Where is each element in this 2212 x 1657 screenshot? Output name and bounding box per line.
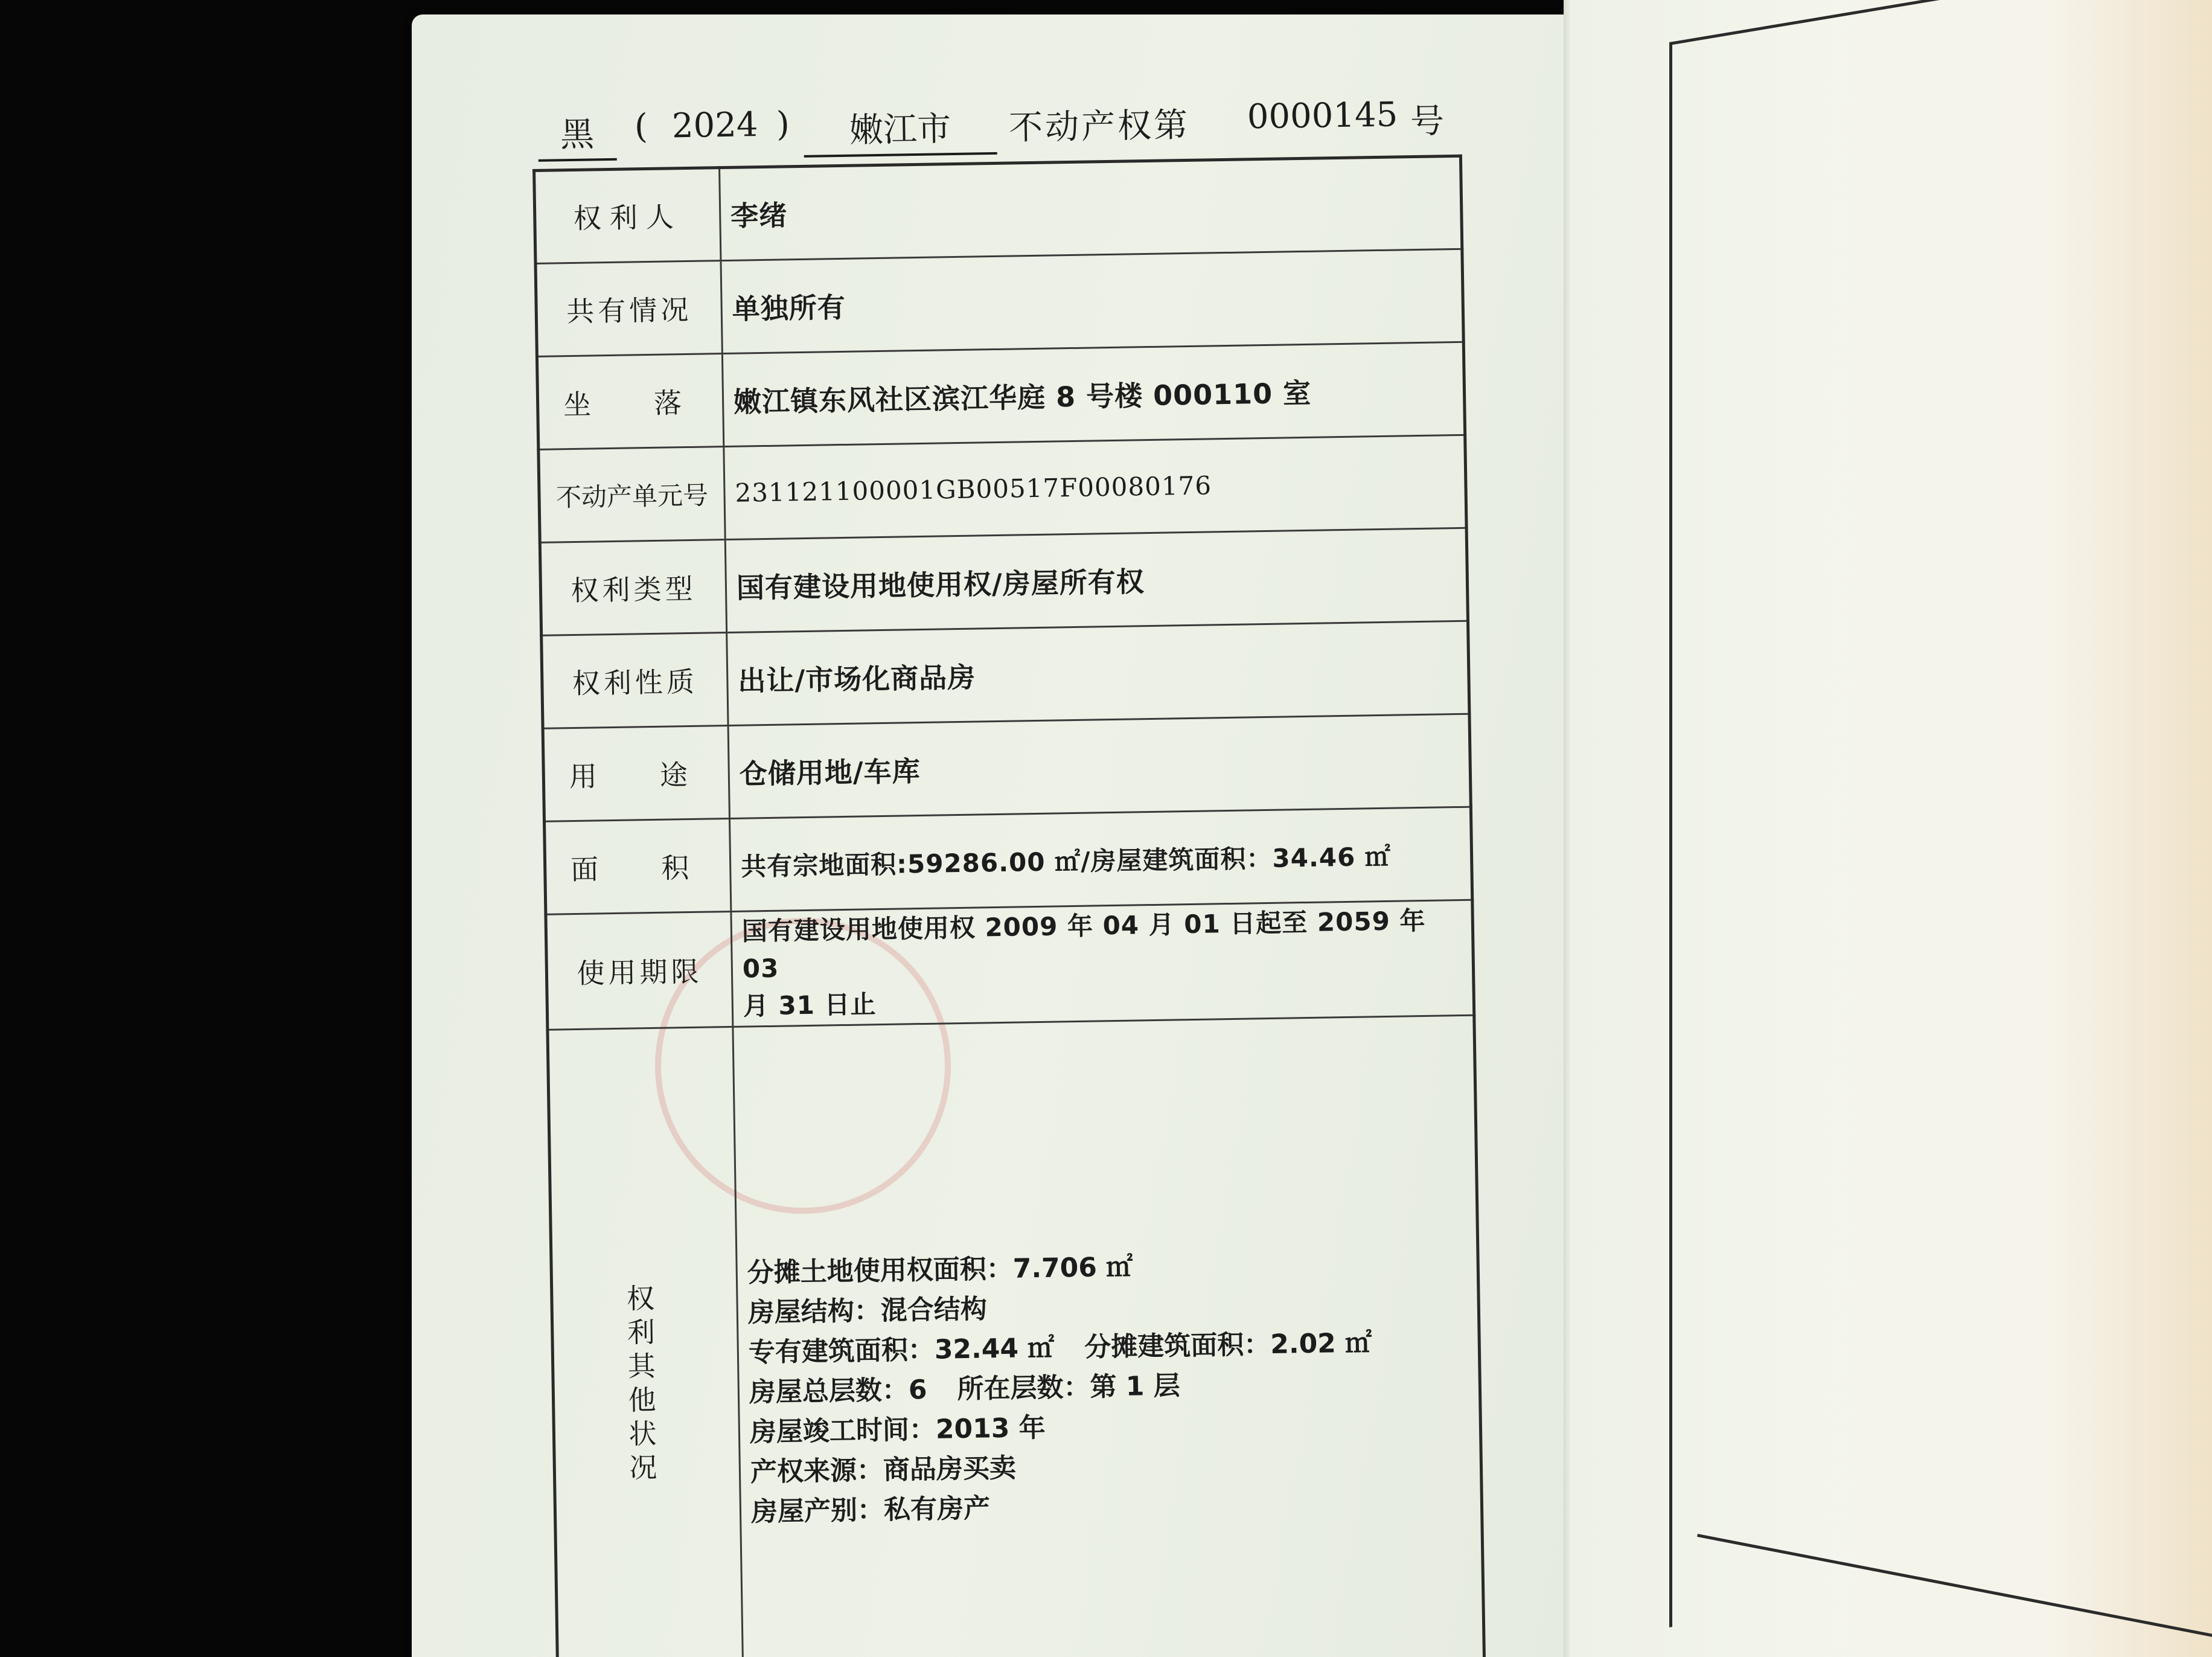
value-term bbox=[731, 900, 1474, 1027]
value-ownership: 单独所有 bbox=[721, 249, 1463, 353]
other-line: 房屋结构：混合结构 bbox=[747, 1293, 988, 1328]
other-line: 分摊土地使用权面积：7.706 ㎡ bbox=[747, 1251, 1133, 1289]
row-usage bbox=[543, 714, 1471, 821]
row-right-nature bbox=[542, 621, 1469, 728]
header-year: 2024 bbox=[671, 105, 758, 146]
label-location-a: 坐 bbox=[563, 388, 592, 421]
certificate-content bbox=[531, 75, 1511, 1657]
row-right-type bbox=[540, 528, 1468, 635]
label-usage bbox=[543, 726, 729, 822]
row-area bbox=[545, 807, 1472, 914]
value-other bbox=[733, 1015, 1485, 1657]
other-line-shared-area-text: 分摊建筑面积：2.02 ㎡ bbox=[1084, 1327, 1372, 1363]
row-ownership bbox=[535, 249, 1463, 356]
header-city: 嫩江市 bbox=[803, 101, 997, 158]
label-other-char: 其 bbox=[627, 1349, 665, 1383]
label-unit-number: 不动产单元号 bbox=[539, 447, 725, 543]
label-other-char: 利 bbox=[627, 1315, 664, 1349]
label-usage-b: 途 bbox=[659, 758, 688, 792]
value-right-nature: 出让/市场化商品房 bbox=[727, 621, 1469, 725]
row-term bbox=[546, 900, 1474, 1030]
header-paren-close: ) bbox=[776, 104, 790, 144]
value-term-line2: 月 31 日止 bbox=[743, 989, 877, 1021]
label-right-nature: 权利性质 bbox=[542, 633, 728, 729]
value-obligee: 李绪 bbox=[720, 156, 1462, 260]
label-other-char: 况 bbox=[628, 1450, 666, 1484]
label-ownership: 共有情况 bbox=[535, 261, 722, 357]
header-suffix: 号 bbox=[1410, 101, 1445, 142]
row-other bbox=[548, 1015, 1485, 1657]
header-cert-type: 不动产权第 bbox=[1008, 105, 1191, 148]
label-area-b: 积 bbox=[660, 851, 689, 885]
label-location bbox=[537, 354, 723, 450]
other-line: 房屋产别：私有房产 bbox=[750, 1493, 991, 1528]
label-other-char: 他 bbox=[628, 1383, 665, 1417]
row-unit-number bbox=[539, 435, 1466, 542]
label-usage-a: 用 bbox=[569, 759, 598, 793]
header-province: 黑 bbox=[537, 107, 616, 162]
value-location: 嫩江镇东风社区滨江华庭 8 号楼 000110 室 bbox=[722, 342, 1465, 446]
label-obligee: 权利人 bbox=[534, 168, 721, 264]
other-line: 产权来源：商品房买卖 bbox=[750, 1452, 1017, 1488]
row-obligee bbox=[534, 156, 1462, 263]
other-line: 房屋竣工时间：2013 年 bbox=[749, 1412, 1046, 1448]
other-line-total-floors: 房屋总层数：6 bbox=[749, 1374, 927, 1408]
label-area bbox=[545, 818, 731, 914]
value-term-line1: 国有建设用地使用权 2009 年 04 月 01 日起至 2059 年 03 bbox=[741, 905, 1426, 984]
label-area-a: 面 bbox=[570, 852, 599, 886]
label-location-b: 落 bbox=[653, 386, 682, 420]
value-area: 共有宗地面积:59286.00 ㎡/房屋建筑面积：34.46 ㎡ bbox=[729, 807, 1472, 911]
certificate-header bbox=[531, 75, 1486, 169]
header-paren-open: ( bbox=[634, 106, 648, 147]
header-number: 0000145 bbox=[1247, 95, 1398, 137]
value-unit-number: 231121100001GB00517F00080176 bbox=[724, 435, 1466, 539]
value-right-type: 国有建设用地使用权/房屋所有权 bbox=[725, 528, 1468, 632]
label-right-type: 权利类型 bbox=[540, 540, 726, 636]
label-other-char: 权 bbox=[626, 1281, 663, 1315]
row-location bbox=[537, 342, 1465, 449]
label-other-char: 状 bbox=[628, 1417, 665, 1450]
label-term: 使用期限 bbox=[546, 911, 733, 1030]
other-line-current-floor: 所在层数：第 1 层 bbox=[957, 1370, 1181, 1405]
label-other bbox=[548, 1027, 744, 1657]
value-usage: 仓储用地/车库 bbox=[728, 714, 1471, 818]
certificate-right-page bbox=[1573, 0, 2212, 1657]
registration-table bbox=[532, 155, 1487, 1657]
other-line-exclusive-area-text: 专有建筑面积：32.44 ㎡ bbox=[748, 1332, 1055, 1368]
